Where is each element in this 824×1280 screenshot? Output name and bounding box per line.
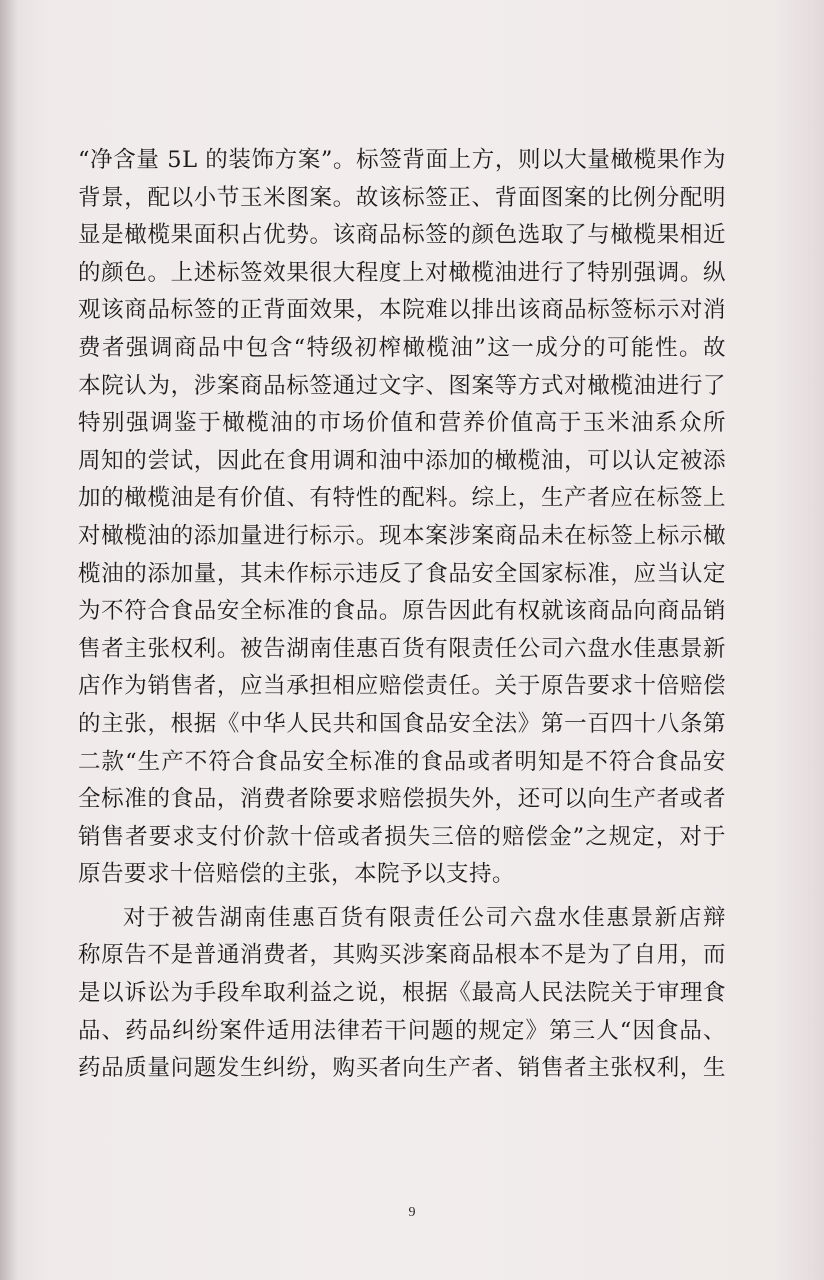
text-line: 加的橄榄油是有价值、有特性的配料。综上，生产者应在标签上 <box>78 485 726 512</box>
text-line: 二款“生产不符合食品安全标准的食品或者明知是不符合食品安 <box>78 748 726 775</box>
body-text <box>78 142 726 1088</box>
text-line: 品、药品纠纷案件适用法律若干问题的规定》第三人“因食品、 <box>78 1017 726 1044</box>
text-line: 榄油的添加量，其未作标示违反了食品安全国家标准，应当认定 <box>78 560 726 587</box>
text-line: 显是橄榄果面积占优势。该商品标签的颜色选取了与橄榄果相近 <box>78 222 726 249</box>
text-line: 费者强调商品中包含“特级初榨橄榄油”这一成分的可能性。故 <box>78 334 726 361</box>
text-line: 对于被告湖南佳惠百货有限责任公司六盘水佳惠景新店辩 <box>123 904 726 931</box>
text-line: “净含量 5L 的装饰方案”。标签背面上方，则以大量橄榄果作为 <box>78 147 726 173</box>
text-line: 称原告不是普通消费者，其购买涉案商品根本不是为了自用，而 <box>78 942 726 969</box>
text-line: 销售者要求支付价款十倍或者损失三倍的赔偿金”之规定，对于 <box>78 823 726 850</box>
text-line: 是以诉讼为手段牟取利益之说，根据《最高人民法院关于审理食 <box>78 980 726 1007</box>
text-line: 原告要求十倍赔偿的主张，本院予以支持。 <box>78 861 516 888</box>
paragraph-2 <box>78 900 726 1088</box>
text-line: 全标准的食品，消费者除要求赔偿损失外，还可以向生产者或者 <box>78 786 726 813</box>
text-line: 店作为销售者，应当承担相应赔偿责任。关于原告要求十倍赔偿 <box>78 673 726 700</box>
paragraph-1 <box>78 142 726 894</box>
text-line: 售者主张权利。被告湖南佳惠百货有限责任公司六盘水佳惠景新 <box>78 635 726 662</box>
text-line: 的颜色。上述标签效果很大程度上对橄榄油进行了特别强调。纵 <box>78 259 726 286</box>
text-line: 的主张，根据《中华人民共和国食品安全法》第一百四十八条第 <box>78 710 726 737</box>
text-line: 观该商品标签的正背面效果，本院难以排出该商品标签标示对消 <box>78 297 726 324</box>
text-line: 对橄榄油的添加量进行标示。现本案涉案商品未在标签上标示橄 <box>78 522 726 549</box>
page-edge-shadow <box>0 0 18 1280</box>
text-line: 背景，配以小节玉米图案。故该标签正、背面图案的比例分配明 <box>78 184 726 211</box>
page-number: 9 <box>408 1205 416 1220</box>
text-line: 特别强调鉴于橄榄油的市场价值和营养价值高于玉米油系众所 <box>78 410 726 437</box>
text-line: 本院认为，涉案商品标签通过文字、图案等方式对橄榄油进行了 <box>78 372 726 399</box>
text-line: 周知的尝试，因此在食用调和油中添加的橄榄油，可以认定被添 <box>78 447 726 474</box>
text-line: 药品质量问题发生纠纷，购买者向生产者、销售者主张权利，生 <box>78 1055 726 1082</box>
text-line: 为不符合食品安全标准的食品。原告因此有权就该商品向商品销 <box>78 598 726 625</box>
